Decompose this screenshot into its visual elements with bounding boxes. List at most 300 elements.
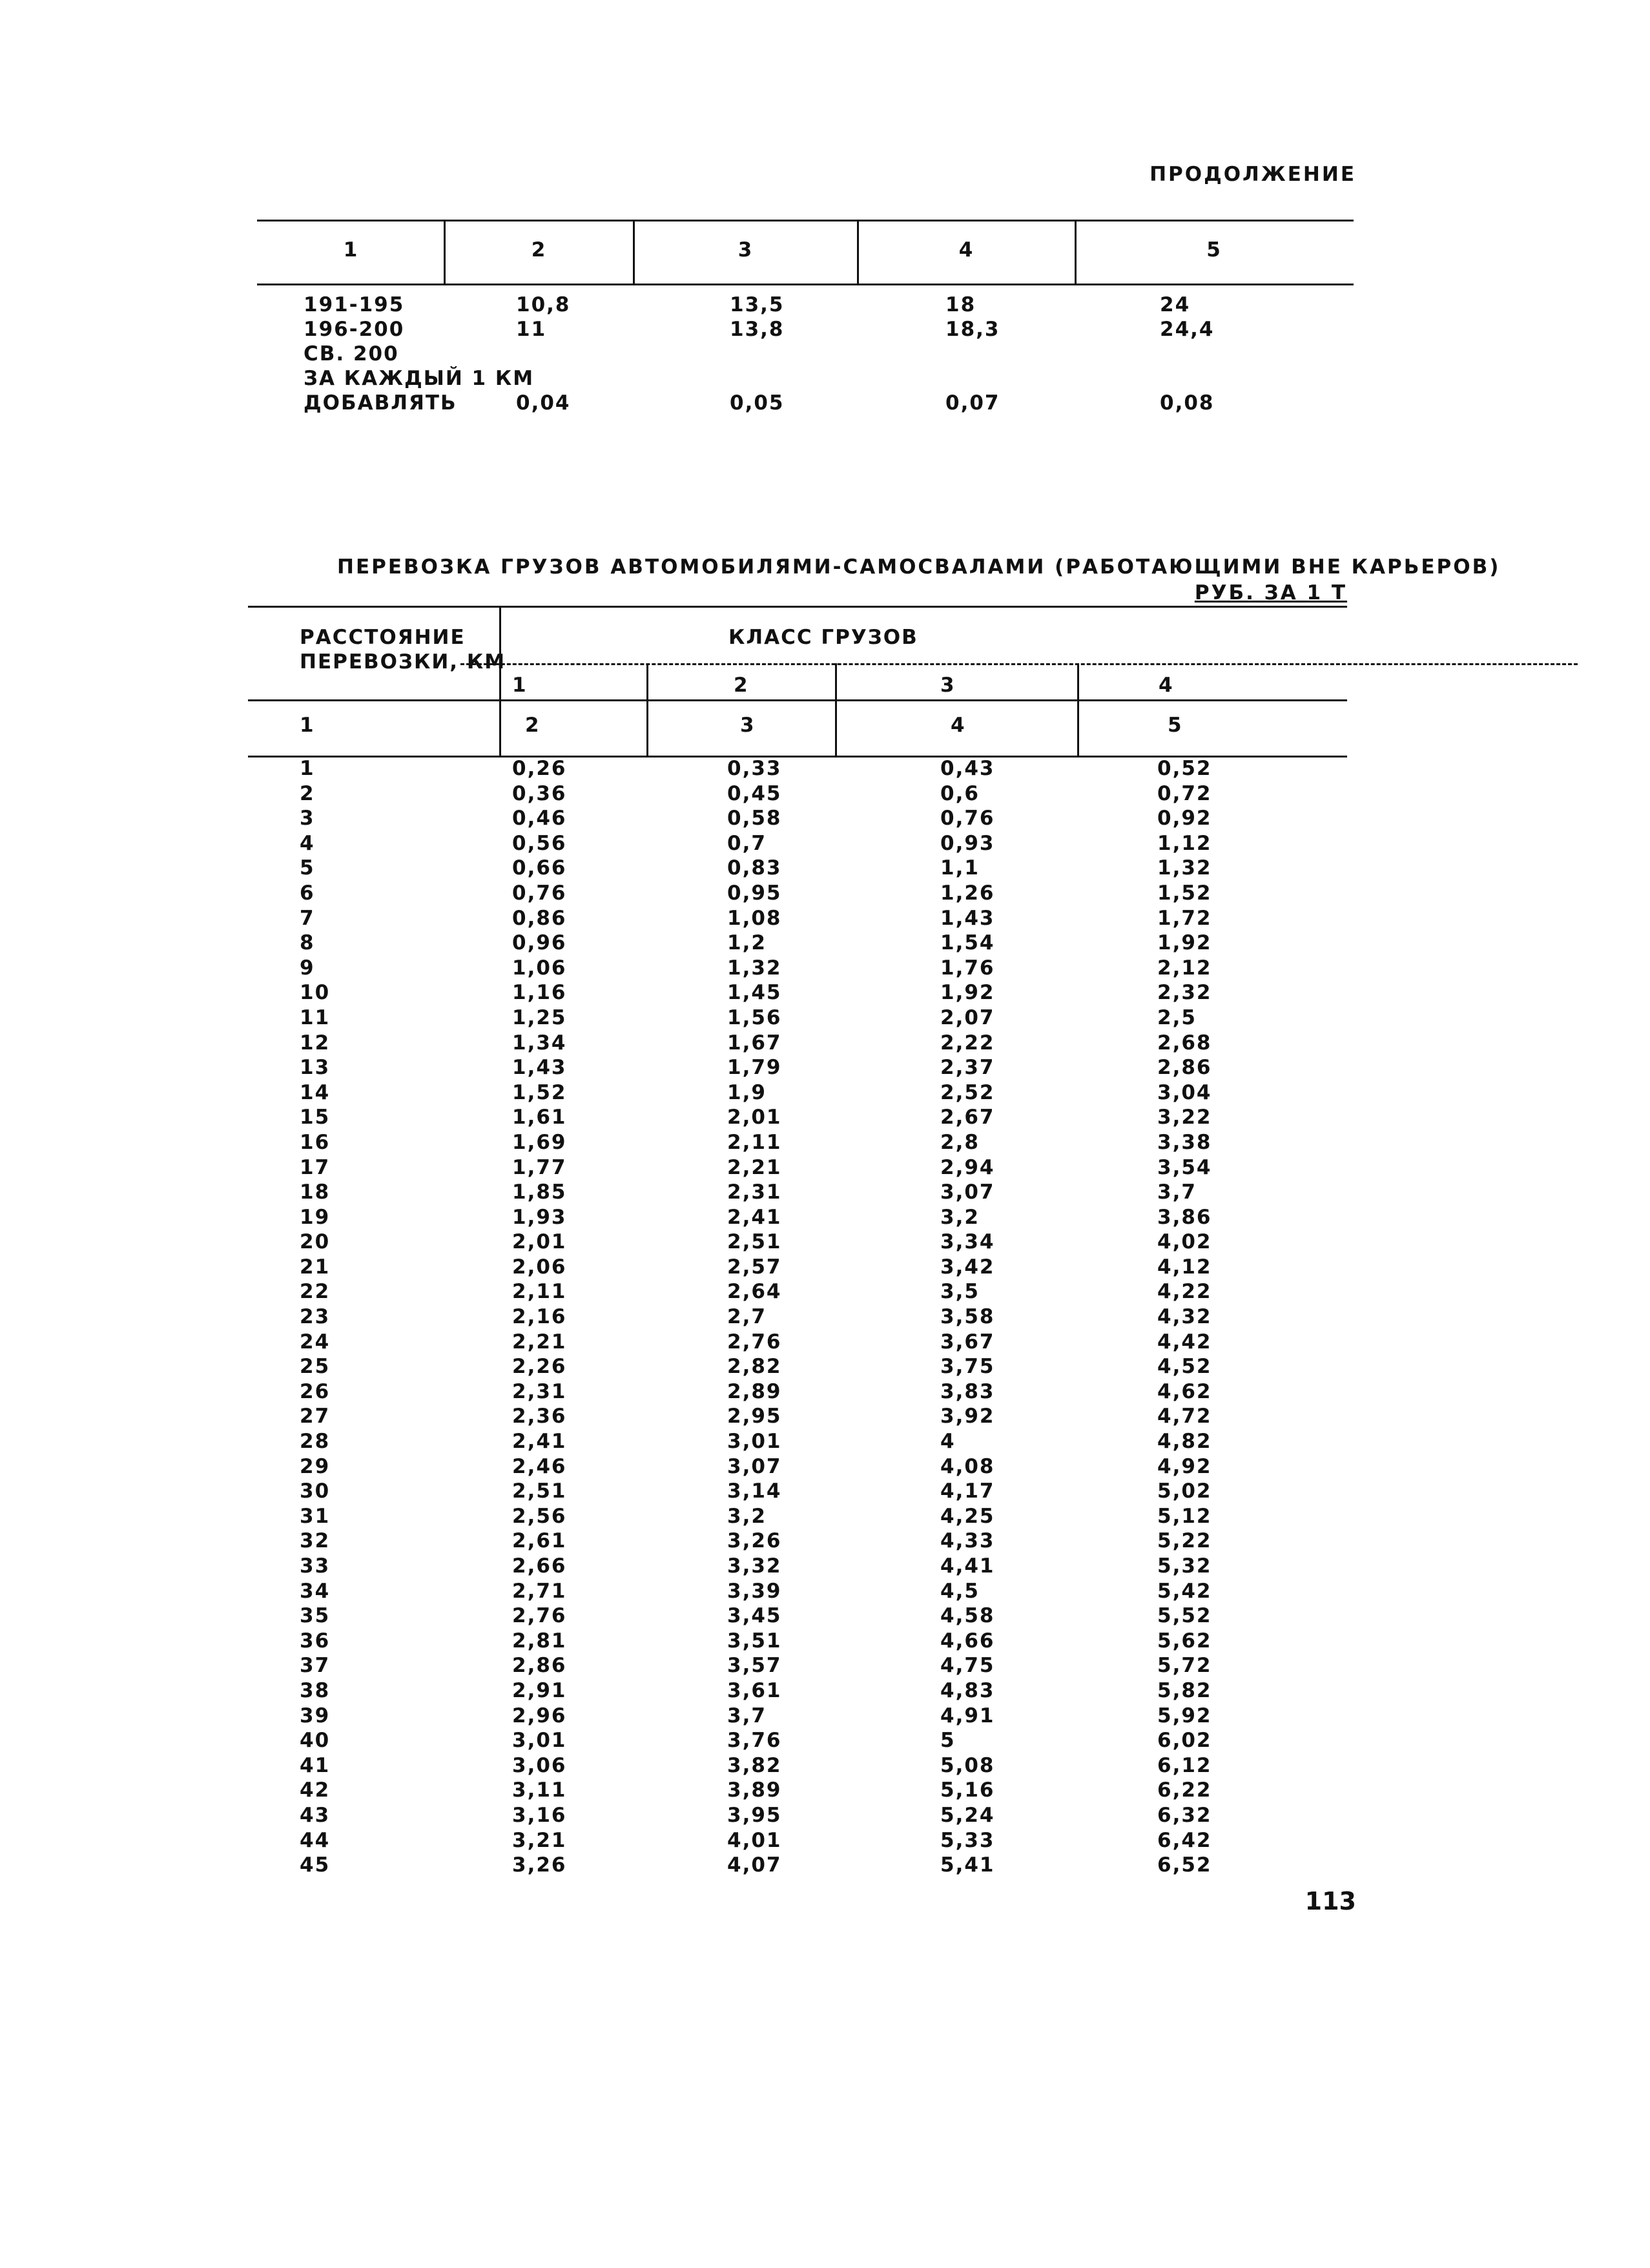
table2-row [248, 1280, 1347, 1305]
table2-cell: 42 [300, 1778, 331, 1802]
table2-cell: 2,22 [940, 1031, 995, 1055]
table2-cell: 5,92 [1157, 1704, 1212, 1727]
table2-row [248, 1804, 1347, 1829]
table2-cell: 3,11 [512, 1778, 567, 1802]
table2-row [248, 1031, 1347, 1057]
table1-col-header: 5 [1206, 238, 1221, 262]
table2-cell: 0,86 [512, 906, 567, 930]
table2-cell: 3,21 [512, 1828, 567, 1852]
table2-cell: 4,01 [727, 1828, 782, 1852]
table1-col-header: 3 [737, 238, 752, 262]
table2-divider [1077, 663, 1079, 757]
table2-cell: 2,41 [727, 1205, 782, 1229]
table2-row [248, 1106, 1347, 1131]
table2-cell: 2,07 [940, 1005, 995, 1029]
table2-cell: 3,89 [727, 1778, 782, 1802]
table2-cell: 40 [300, 1729, 331, 1753]
table2-cell: 6,42 [1157, 1828, 1212, 1852]
table2-cell: 4,83 [940, 1678, 995, 1702]
table2-row [248, 1778, 1347, 1804]
table2-row [248, 1206, 1347, 1231]
table2-cell: 2,37 [940, 1056, 995, 1080]
table2-cell: 2,5 [1157, 1005, 1197, 1029]
table2-cell: 2,57 [727, 1255, 782, 1279]
table2-row [248, 981, 1347, 1006]
table2-cell: 1 [300, 757, 315, 780]
table2-cell: 3,7 [1157, 1180, 1197, 1204]
table2-cell: 6,32 [1157, 1803, 1212, 1827]
table2-cell: 1,26 [940, 881, 995, 905]
table2-rule [248, 699, 1347, 701]
table2-col-number: 3 [740, 714, 756, 737]
table2-cell: 3,54 [1157, 1155, 1212, 1179]
table2-cell: 1,52 [512, 1080, 567, 1104]
table2-cell: 3,2 [727, 1504, 767, 1528]
table2-cell: 1,92 [1157, 931, 1212, 955]
table2-cell: 2,96 [512, 1704, 567, 1727]
table2-row [248, 807, 1347, 832]
table2-row [248, 1554, 1347, 1580]
table2-row [248, 1754, 1347, 1779]
table2-cell: 2,94 [940, 1155, 995, 1179]
table2-cell: 3,86 [1157, 1205, 1212, 1229]
table1-col-header: 4 [958, 238, 973, 262]
table2-cell: 2,81 [512, 1629, 567, 1653]
table2-cell: 3,5 [940, 1280, 980, 1304]
table2-cell: 2,46 [512, 1454, 567, 1478]
table1-cell: 0,08 [1160, 391, 1215, 415]
table2-unit-text: РУБ. ЗА 1 Т [1194, 581, 1347, 604]
table2-cell: 1,9 [727, 1080, 767, 1104]
table2-cell: 27 [300, 1405, 331, 1428]
table2-row [248, 1505, 1347, 1530]
table2-cell: 4,58 [940, 1604, 995, 1628]
table2-row [248, 1580, 1347, 1605]
table2-cell: 6 [300, 881, 315, 905]
table2-cell: 4,17 [940, 1479, 995, 1503]
table2-cell: 2 [300, 781, 315, 805]
table2-cell: 5,42 [1157, 1579, 1212, 1603]
table2-cell: 2,41 [512, 1430, 567, 1454]
table1-cell: СВ. 200 [304, 342, 399, 366]
table2-row [248, 1479, 1347, 1505]
table2-cell: 7 [300, 906, 315, 930]
table2-cell: 3,67 [940, 1330, 995, 1354]
table2-row [248, 1006, 1347, 1031]
table2-cell: 16 [300, 1130, 331, 1154]
table2-cell: 36 [300, 1629, 331, 1653]
table2-row [248, 1729, 1347, 1754]
table2-row [248, 1629, 1347, 1655]
table2-cell: 3,75 [940, 1355, 995, 1379]
table2-cell: 2,61 [512, 1529, 567, 1553]
table2-cell: 1,2 [727, 931, 767, 955]
table2-cell: 2,68 [1157, 1031, 1212, 1055]
table2-divider [499, 608, 501, 757]
table1-cell: 24 [1160, 293, 1191, 316]
table2-cell: 0,93 [940, 831, 995, 855]
table2-cell: 0,76 [512, 881, 567, 905]
table2-cell: 2,21 [727, 1155, 782, 1179]
table2-cell: 4,02 [1157, 1230, 1212, 1254]
table2-cell: 4,52 [1157, 1355, 1212, 1379]
table2-cell: 24 [300, 1330, 331, 1354]
table1-cell: 18,3 [945, 318, 1000, 341]
table2-cell: 6,12 [1157, 1753, 1212, 1777]
table2-cell: 5 [300, 856, 315, 880]
table2-cell: 4,92 [1157, 1454, 1212, 1478]
table2-cell: 5,32 [1157, 1554, 1212, 1578]
distance-header-line2: ПЕРЕВОЗКИ, КМ [300, 650, 506, 674]
table2-cell: 5,62 [1157, 1629, 1212, 1653]
table2-cell: 5,82 [1157, 1678, 1212, 1702]
table2-cell: 4,75 [940, 1654, 995, 1678]
table1-cell: 0,05 [730, 391, 785, 415]
class-number: 4 [1159, 674, 1174, 697]
table2-row [248, 856, 1347, 881]
table2-cell: 31 [300, 1504, 331, 1528]
table2-row [248, 757, 1347, 782]
table2-cell: 0,43 [940, 757, 995, 780]
table2-row [248, 881, 1347, 907]
table2-cell: 0,36 [512, 781, 567, 805]
table2-cell: 5,08 [940, 1753, 995, 1777]
table2-cell: 0,52 [1157, 757, 1212, 780]
table2-cell: 0,26 [512, 757, 567, 780]
table2-cell: 4,42 [1157, 1330, 1212, 1354]
table2-cell: 3,07 [727, 1454, 782, 1478]
table2-cell: 4,25 [940, 1504, 995, 1528]
table2-cell: 2,31 [512, 1379, 567, 1403]
table2-row [248, 1380, 1347, 1405]
table2-cell: 15 [300, 1106, 331, 1129]
table2-divider [835, 663, 837, 757]
table2-cell: 2,36 [512, 1405, 567, 1428]
table2-cell: 1,16 [512, 981, 567, 1005]
table2-cell: 0,66 [512, 856, 567, 880]
table2-cell: 4 [300, 831, 315, 855]
table2-cell: 20 [300, 1230, 331, 1254]
table2-cell: 1,92 [940, 981, 995, 1005]
table2-row [248, 1654, 1347, 1679]
table2-cell: 2,21 [512, 1330, 567, 1354]
table2-cell: 12 [300, 1031, 331, 1055]
table2-cell: 3,83 [940, 1379, 995, 1403]
table2-row [248, 1455, 1347, 1480]
table2-cell: 2,06 [512, 1255, 567, 1279]
class-number: 3 [940, 674, 956, 697]
table2-cell: 5,16 [940, 1778, 995, 1802]
table2-cell: 2,71 [512, 1579, 567, 1603]
table2-cell: 0,95 [727, 881, 782, 905]
class-number: 1 [512, 674, 528, 697]
table2-cell: 3,32 [727, 1554, 782, 1578]
table2-row [248, 956, 1347, 982]
table2-cell: 4,07 [727, 1853, 782, 1877]
table2-cell: 1,12 [1157, 831, 1212, 855]
table2-cell: 5,72 [1157, 1654, 1212, 1678]
table2-cell: 3,26 [727, 1529, 782, 1553]
table2-cell: 0,96 [512, 931, 567, 955]
table2-cell: 3,2 [940, 1205, 980, 1229]
table2-cell: 5,24 [940, 1803, 995, 1827]
table2-row [248, 1829, 1347, 1854]
table2-cell: 3,06 [512, 1753, 567, 1777]
table2-cell: 5,33 [940, 1828, 995, 1852]
table2-cell: 1,52 [1157, 881, 1212, 905]
table2-cell: 0,76 [940, 807, 995, 830]
table2-cell: 5,22 [1157, 1529, 1212, 1553]
table1-cell: 0,07 [945, 391, 1000, 415]
table2-cell: 0,6 [940, 781, 980, 805]
class-number: 2 [734, 674, 749, 697]
table2-cell: 3,92 [940, 1405, 995, 1428]
table2-cell: 23 [300, 1305, 331, 1329]
table2-cell: 39 [300, 1704, 331, 1727]
table1-cell: 18 [945, 293, 976, 316]
table2-row [248, 1330, 1347, 1356]
class-header: КЛАСС ГРУЗОВ [728, 626, 918, 649]
table2-cell: 4,32 [1157, 1305, 1212, 1329]
table2-cell: 0,56 [512, 831, 567, 855]
table2-cell: 2,51 [727, 1230, 782, 1254]
table1-cell: 10,8 [516, 293, 571, 316]
table2-cell: 3,42 [940, 1255, 995, 1279]
table2-col-number: 2 [525, 714, 541, 737]
table2-cell: 6,22 [1157, 1778, 1212, 1802]
table2-cell: 2,76 [512, 1604, 567, 1628]
table2-cell: 0,46 [512, 807, 567, 830]
table2-cell: 1,32 [1157, 856, 1212, 880]
table2-cell: 10 [300, 981, 331, 1005]
table2-cell: 21 [300, 1255, 331, 1279]
table2-cell: 2,8 [940, 1130, 980, 1154]
table2-cell: 3,82 [727, 1753, 782, 1777]
table2-cell: 41 [300, 1753, 331, 1777]
table1-cell: 11 [516, 318, 547, 341]
table1-col-header: 1 [343, 238, 358, 262]
table2-col-number: 1 [300, 714, 315, 737]
table2-cell: 4,08 [940, 1454, 995, 1478]
table2-cell: 2,16 [512, 1305, 567, 1329]
table2-cell: 8 [300, 931, 315, 955]
table2-cell: 45 [300, 1853, 331, 1877]
table2-cell: 6,52 [1157, 1853, 1212, 1877]
table2-cell: 5,41 [940, 1853, 995, 1877]
table2-cell: 3,26 [512, 1853, 567, 1877]
table2-cell: 3,34 [940, 1230, 995, 1254]
table2-cell: 0,33 [727, 757, 782, 780]
table2-cell: 2,82 [727, 1355, 782, 1379]
table2-cell: 3,61 [727, 1678, 782, 1702]
table2-cell: 1,45 [727, 981, 782, 1005]
table2-col-number: 5 [1168, 714, 1183, 737]
table2-cell: 3,16 [512, 1803, 567, 1827]
table2-cell: 2,51 [512, 1479, 567, 1503]
table2-cell: 14 [300, 1080, 331, 1104]
table2-row [248, 1131, 1347, 1156]
table2-cell: 3 [300, 807, 315, 830]
table2-cell: 4,41 [940, 1554, 995, 1578]
table2-cell: 30 [300, 1479, 331, 1503]
table2-row [248, 1081, 1347, 1106]
table1-cell: 0,04 [516, 391, 571, 415]
table2-cell: 25 [300, 1355, 331, 1379]
table2-row [248, 1230, 1347, 1255]
table2-cell: 5,12 [1157, 1504, 1212, 1528]
table2-cell: 2,26 [512, 1355, 567, 1379]
table2-cell: 3,95 [727, 1803, 782, 1827]
table1-cell: ЗА КАЖДЫЙ 1 КМ [304, 367, 535, 390]
table2-cell: 5 [940, 1729, 956, 1753]
table2-cell: 9 [300, 956, 315, 980]
table1-cell: 24,4 [1160, 318, 1215, 341]
table2-cell: 13 [300, 1056, 331, 1080]
table2-row [248, 1355, 1347, 1380]
table2-cell: 1,79 [727, 1056, 782, 1080]
table2-row [248, 1853, 1347, 1879]
table2-cell: 37 [300, 1654, 331, 1678]
table2-cell: 4,62 [1157, 1379, 1212, 1403]
table2-cell: 33 [300, 1554, 331, 1578]
table2-row [248, 931, 1347, 956]
table2-cell: 2,12 [1157, 956, 1212, 980]
table2-body [248, 757, 1347, 1879]
table2-cell: 18 [300, 1180, 331, 1204]
table2-dashed-rule [460, 663, 1578, 665]
table2-cell: 2,66 [512, 1554, 567, 1578]
table2-cell: 5,52 [1157, 1604, 1212, 1628]
table2-cell: 6,02 [1157, 1729, 1212, 1753]
table2-cell: 1,08 [727, 906, 782, 930]
table2-row [248, 1604, 1347, 1629]
table2-cell: 1,56 [727, 1005, 782, 1029]
table2-cell: 5,02 [1157, 1479, 1212, 1503]
table2-cell: 2,64 [727, 1280, 782, 1304]
continuation-label: ПРОДОЛЖЕНИЕ [1150, 163, 1356, 186]
table2-cell: 4,33 [940, 1529, 995, 1553]
table2-cell: 1,06 [512, 956, 567, 980]
table2-cell: 2,32 [1157, 981, 1212, 1005]
table2-cell: 4 [940, 1430, 956, 1454]
table2-cell: 3,22 [1157, 1106, 1212, 1129]
table2-cell: 38 [300, 1678, 331, 1702]
table2-row [248, 907, 1347, 932]
table1-col-header: 2 [531, 238, 546, 262]
table2-cell: 4,22 [1157, 1280, 1212, 1304]
table2-cell: 3,14 [727, 1479, 782, 1503]
table2-cell: 4,12 [1157, 1255, 1212, 1279]
table2-row [248, 1430, 1347, 1455]
table2-cell: 1,25 [512, 1005, 567, 1029]
table1-cell: 13,8 [730, 318, 785, 341]
table2-row [248, 1056, 1347, 1081]
table2-row [248, 832, 1347, 857]
table2-cell: 2,01 [512, 1230, 567, 1254]
table2-cell: 3,7 [727, 1704, 767, 1727]
table2-cell: 1,67 [727, 1031, 782, 1055]
table2-cell: 44 [300, 1828, 331, 1852]
table2-cell: 0,83 [727, 856, 782, 880]
table2-cell: 2,11 [512, 1280, 567, 1304]
table2-cell: 2,95 [727, 1405, 782, 1428]
table2-cell: 2,52 [940, 1080, 995, 1104]
table2-row [248, 1704, 1347, 1729]
table2-cell: 1,43 [512, 1056, 567, 1080]
table2-cell: 0,58 [727, 807, 782, 830]
table2-cell: 3,07 [940, 1180, 995, 1204]
table2-cell: 2,91 [512, 1678, 567, 1702]
table2-cell: 3,04 [1157, 1080, 1212, 1104]
table2-cell: 28 [300, 1430, 331, 1454]
distance-header-line1: РАССТОЯНИЕ [300, 626, 466, 649]
table2-cell: 4,91 [940, 1704, 995, 1727]
table2-col-number: 4 [951, 714, 966, 737]
table2-cell: 19 [300, 1205, 331, 1229]
table2-cell: 1,85 [512, 1180, 567, 1204]
table2-cell: 11 [300, 1005, 331, 1029]
table2-cell: 2,56 [512, 1504, 567, 1528]
table2-row [248, 1529, 1347, 1554]
table2-cell: 29 [300, 1454, 331, 1478]
table2-header [248, 606, 1347, 758]
table2-cell: 0,72 [1157, 781, 1212, 805]
table2-row [248, 1156, 1347, 1181]
table2-row [248, 1180, 1347, 1206]
table2-cell: 4,5 [940, 1579, 980, 1603]
table2-cell: 3,76 [727, 1729, 782, 1753]
table2-cell: 0,7 [727, 831, 767, 855]
table2-cell: 2,01 [727, 1106, 782, 1129]
table2-cell: 2,86 [1157, 1056, 1212, 1080]
table2-cell: 3,39 [727, 1579, 782, 1603]
table1-cell: 13,5 [730, 293, 785, 316]
table2-cell: 1,34 [512, 1031, 567, 1055]
table2-title: ПЕРЕВОЗКА ГРУЗОВ АВТОМОБИЛЯМИ-САМОСВАЛАМИ (РАБОТАЮЩИМИ ВНЕ КАРЬЕРОВ) [337, 555, 1501, 579]
table2-row [248, 1255, 1347, 1281]
table2-cell: 1,32 [727, 956, 782, 980]
table2-cell: 1,72 [1157, 906, 1212, 930]
table2-cell: 4,82 [1157, 1430, 1212, 1454]
table2-cell: 3,51 [727, 1629, 782, 1653]
table2-cell: 1,1 [940, 856, 980, 880]
table2-cell: 3,38 [1157, 1130, 1212, 1154]
table2-cell: 3,57 [727, 1654, 782, 1678]
table2-row [248, 1679, 1347, 1704]
table2-cell: 1,93 [512, 1205, 567, 1229]
table2-cell: 4,66 [940, 1629, 995, 1653]
table2-cell: 2,7 [727, 1305, 767, 1329]
table2-divider [646, 663, 648, 757]
table2-cell: 2,86 [512, 1654, 567, 1678]
table1-cell: ДОБАВЛЯТЬ [304, 391, 457, 415]
table2-cell: 2,89 [727, 1379, 782, 1403]
table2-cell: 3,45 [727, 1604, 782, 1628]
table1-cell: 196-200 [304, 318, 405, 341]
table2-cell: 3,01 [727, 1430, 782, 1454]
table2-row [248, 1405, 1347, 1430]
table2-row [248, 782, 1347, 807]
table2-cell: 0,92 [1157, 807, 1212, 830]
table2-cell: 43 [300, 1803, 331, 1827]
table2-cell: 2,67 [940, 1106, 995, 1129]
table2-cell: 1,61 [512, 1106, 567, 1129]
table2-cell: 3,01 [512, 1729, 567, 1753]
table1-cell: 191-195 [304, 293, 405, 316]
table2-cell: 1,43 [940, 906, 995, 930]
table2-cell: 1,77 [512, 1155, 567, 1179]
table2-cell: 35 [300, 1604, 331, 1628]
